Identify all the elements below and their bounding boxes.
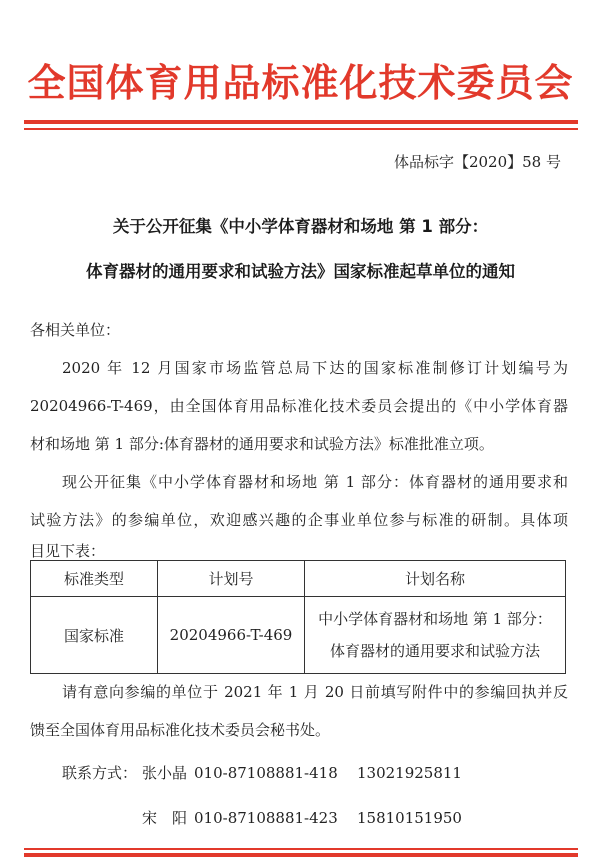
table-header-name: 计划名称 [305, 561, 566, 597]
contact-phone-1: 010-87108881-418 [194, 764, 338, 782]
para1-line1: 2020 年 12 月国家市场监管总局下达的国家标准制修订计划编号为 [62, 359, 568, 377]
salutation: 各相关单位： [30, 321, 121, 339]
para1-line3: 材和场地 第 1 部分:体育器材的通用要求和试验方法》标准批准立项。 [30, 435, 494, 453]
plan-name-line2: 体育器材的通用要求和试验方法 [329, 642, 540, 660]
para2-line3: 目见下表： [30, 542, 106, 560]
letterhead-title: 全国体育用品标准化技术委员会 [27, 61, 574, 105]
table-row [31, 597, 566, 674]
table-header-plan-no: 计划号 [158, 561, 305, 597]
contact-phone-2: 010-87108881-423 [194, 809, 338, 827]
para2-line1: 现公开征集《中小学体育器材和场地 第 1 部分：体育器材的通用要求和 [62, 473, 568, 491]
notice-title-line2: 体育器材的通用要求和试验方法》国家标准起草单位的通知 [86, 262, 515, 281]
cell-plan-number: 20204966-T-469 [158, 597, 305, 674]
notice-title-line1: 关于公开征集《中小学体育器材和场地 第 1 部分： [112, 217, 489, 236]
contact-name-2: 宋 阳 [142, 809, 188, 827]
table-header-row [31, 561, 566, 597]
letterhead-rule-thin [24, 128, 578, 130]
plan-name-line1: 中小学体育器材和场地 第 1 部分： [318, 610, 552, 628]
contact-label: 联系方式： [62, 764, 138, 782]
standard-table [30, 560, 566, 674]
cell-standard-type: 国家标准 [31, 597, 158, 674]
cell-plan-name [305, 597, 566, 674]
footer-rule-thick [24, 853, 578, 857]
para3-line1: 请有意向参编的单位于 2021 年 1 月 20 日前填写附件中的参编回执并反 [62, 683, 568, 701]
footer-rule-thin [24, 848, 578, 850]
document-number: 体品标字【2020】58 号 [393, 153, 561, 171]
para3-line2: 馈至全国体育用品标准化技术委员会秘书处。 [30, 721, 331, 739]
letterhead-rule-thick [24, 120, 578, 124]
table-header-type: 标准类型 [31, 561, 158, 597]
contact-mobile-1: 13021925811 [357, 764, 462, 782]
para2-line2: 试验方法》的参编单位，欢迎感兴趣的企事业单位参与标准的研制。具体项 [30, 511, 568, 529]
contact-name-1: 张小晶 [142, 764, 188, 782]
contact-mobile-2: 15810151950 [357, 809, 462, 827]
para1-line2: 20204966-T-469，由全国体育用品标准化技术委员会提出的《中小学体育器 [30, 397, 568, 415]
